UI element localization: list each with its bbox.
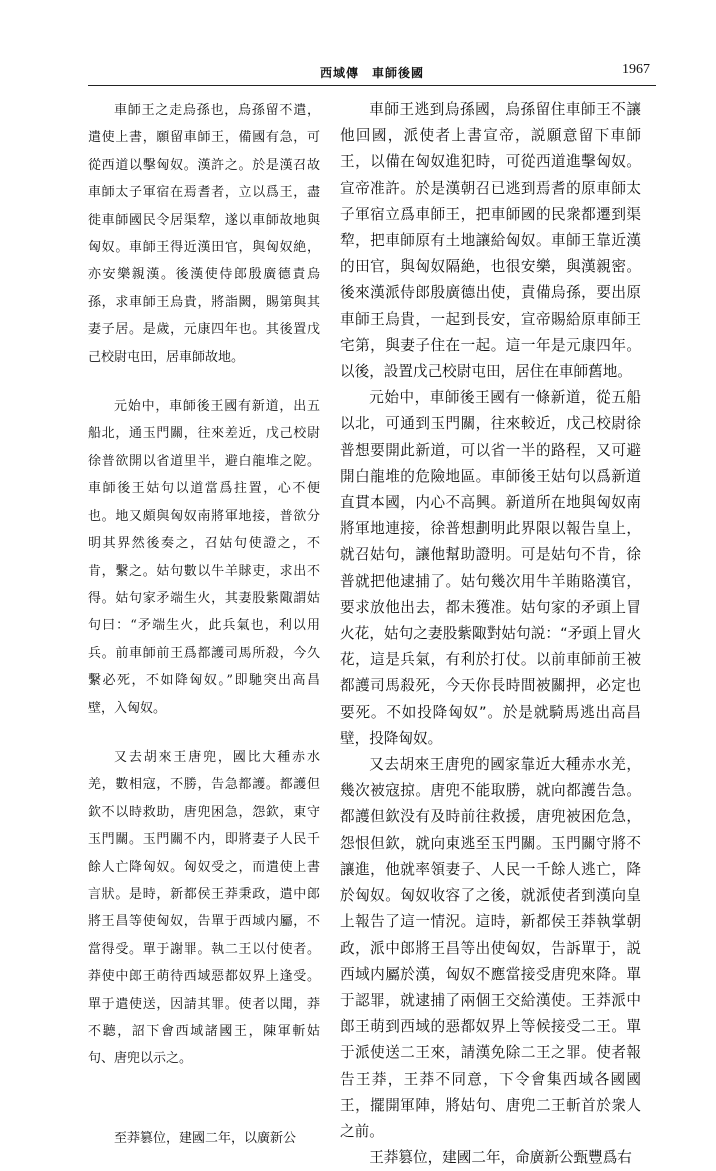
header-rule xyxy=(88,85,656,86)
running-header xyxy=(88,60,656,86)
running-title: 西域傳 車師後國 xyxy=(319,66,424,80)
classical-paragraph: 又去胡來王唐兜，國比大種赤水羌，數相寇，不勝，告急都護。都護但欽不以時救助，唐兜困急，怨欽，東守玉門關。玉門關不内，即將妻子人民千餘人亡降匈奴。匈奴受之，而遣使上書言狀。是時，新都侯王莽秉政，遣中郎將王昌等使匈奴，告單于西域内屬，不當得受。單于謝罪。執二王以付使者。莽使中郎王萌待西域惡都奴界上逢受。單于遣使送，因請其罪。使者以聞，莽不聽，詔下會西域諸國王，陳軍斬姑句、唐兜以示之。 xyxy=(88,749,320,1067)
classical-paragraph: 元始中，車師後王國有新道，出五船北，通玉門關，往來差近，戊己校尉徐普欲開以省道里半，避白龍堆之阸。車師後王姑句以道當爲拄置，心不便也。地又頗與匈奴南將軍地接，普欲分明其界然後奏之，召姑句使證之，不肯，繫之。姑句數以牛羊賕吏，求出不得。姑句家矛端生火，其妻股紫陬謂姑句曰：“矛端生火，此兵氣也，利以用兵。前車師前王爲都護司馬所殺，今久繫必死，不如降匈奴。”即馳突出高昌壁，入匈奴。 xyxy=(88,399,320,716)
translation-paragraph: 王莽篡位，建國二年，命廣新公甄豐爲右 xyxy=(369,1149,632,1167)
translation-paragraph: 元始中，車師後王國有一條新道，從五船以北，可通到玉門關，往來較近，戊己校尉徐普想要開此新道，可以省一半的路程，又可避開白龍堆的危險地區。車師後王姑句以爲新道直貫本國，内心不高興。新道所在地與匈奴南將軍地連接，徐普想劃明此界限以報告皇上，就召姑句，讓他幫助證明。可是姑句不肯，徐普就把他逮捕了。姑句幾次用牛羊賄賂漢官，要求放他出去，都未獲准。姑句家的矛頭上冒火花，姑句之妻股紫陬對姑句説：“矛頭上冒火花，這是兵氣，有利於打仗。以前車師前王被都護司馬殺死，今天你長時間被關押，必定也要死。不如投降匈奴”。於是就騎馬逃出高昌壁，投降匈奴。 xyxy=(340,389,641,747)
classical-paragraph: 車師王之走烏孫也，烏孫留不遣，遣使上書，願留車師王，備國有急，可從西道以擊匈奴。漢許之。於是漢召故車師太子軍宿在焉耆者，立以爲王，盡徙車師國民令居渠犂，遂以車師故地與匈奴。車師王得近漢田官，與匈奴絶，亦安樂親漢。後漢使侍郎殷廣德責烏孫，求車師王烏貴，將詣闕，賜第與其妻子居。是歲，元康四年也。其後置戊己校尉屯田，居車師故地。 xyxy=(88,103,320,365)
classical-text-column xyxy=(88,97,320,1152)
translation-column xyxy=(340,97,641,1171)
classical-paragraph: 至莽篡位，建國二年，以廣新公 xyxy=(114,1130,297,1146)
page-number: 1967 xyxy=(622,62,650,77)
translation-paragraph: 車師王逃到烏孫國，烏孫留住車師王不讓他回國，派使者上書宣帝，説願意留下車師王，以備在匈奴進犯時，可從西道進擊匈奴。宣帝准許。於是漢朝召已逃到焉耆的原車師太子軍宿立爲車師王，把車師國的民衆都遷到渠犂，把車師原有土地讓給匈奴。車師王靠近漢的田官，與匈奴隔絶，也很安樂，與漢親密。後來漢派侍郎殷廣德出使，責備烏孫，要出原車師王烏貴，一起到長安，宣帝賜給原車師王宅第，與妻子住在一起。這一年是元康四年。以後，設置戊己校尉屯田，居住在車師舊地。 xyxy=(340,101,641,381)
translation-paragraph: 又去胡來王唐兜的國家靠近大種赤水羌，幾次被寇掠。唐兜不能取勝，就向都護告急。都護但欽没有及時前往救援，唐兜被困危急，怨恨但欽，就向東逃至玉門關。玉門關守將不讓進，他就率領妻子、人民一千餘人逃亡，降於匈奴。匈奴收容了之後，就派使者到漢向皇上報告了這一情況。這時，新都侯王莽執掌朝政，派中郎將王昌等出使匈奴，告訴單于，説西域内屬於漢，匈奴不應當接受唐兜來降。單于認罪，就逮捕了兩個王交給漢使。王莽派中郎王萌到西域的惡都奴界上等候接受二王。單于派使送二王來，請漢免除二王之罪。使者報告王莽，王莽不同意，下令會集西域各國國王，擺開軍陣，將姑句、唐兜二王斬首於衆人之前。 xyxy=(340,756,641,1140)
